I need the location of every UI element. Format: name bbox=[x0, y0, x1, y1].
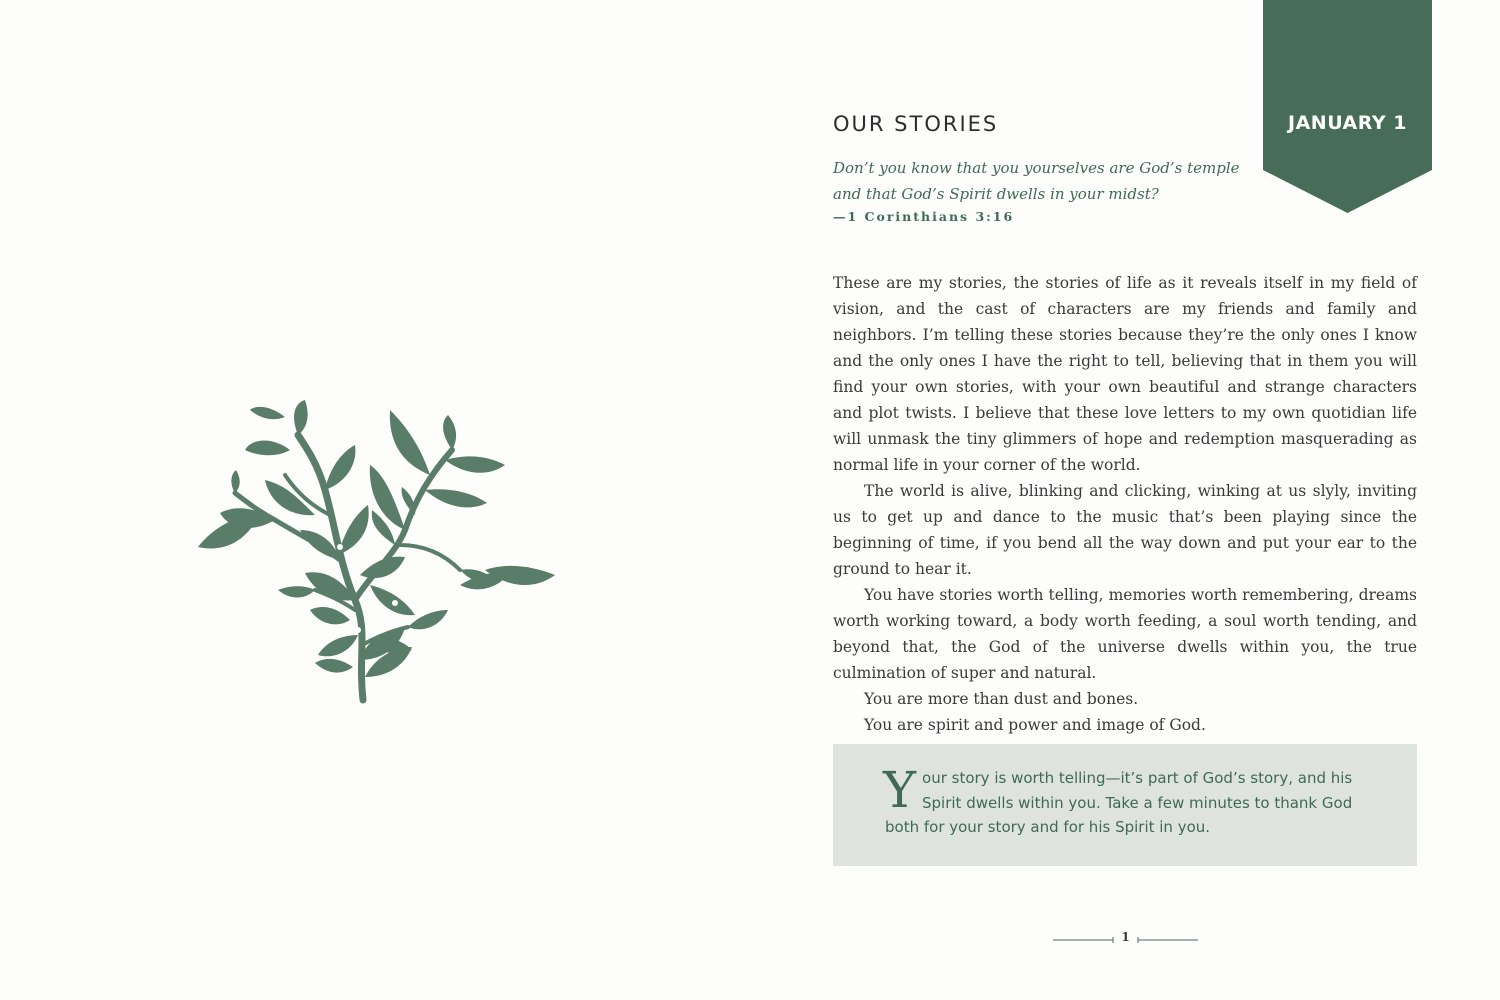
body-text bbox=[833, 270, 1417, 738]
date-label: JANUARY 1 bbox=[1288, 112, 1407, 134]
body-paragraph: These are my stories, the stories of life as it reveals itself in my field of vision, and the cast of characters are my friends and family and neighbors. I’m telling these stories because they’re the only ones I know and the only ones I have the right to tell, believing that in them you will find your own stories, with your own beautiful and strange characters and plot twists. I believe that these love letters to my own quotidian life will unmask the tiny glimmers of hope and redemption masquerading as normal life in your corner of the world. bbox=[833, 274, 1417, 474]
callout-body: our story is worth telling—it’s part of God’s story, and his Spirit dwells within you. Take a few minutes to thank God both for your story and for his Spirit in you. bbox=[885, 769, 1353, 836]
callout-text bbox=[883, 761, 1367, 840]
reflection-callout bbox=[833, 744, 1417, 866]
body-paragraph: You are spirit and power and image of God. bbox=[864, 716, 1206, 734]
page-title: OUR STORIES bbox=[833, 112, 999, 136]
body-paragraph: The world is alive, blinking and clicking, winking at us slyly, inviting us to get up and dance to the music that’s been playing since the beginning of time, if you bend all the way down and put your ear to the ground to hear it. bbox=[833, 482, 1417, 578]
scripture-verse bbox=[833, 155, 1253, 224]
leafy-sprig-illustration bbox=[190, 395, 570, 715]
bookmark-ribbon bbox=[1263, 0, 1432, 213]
body-paragraph: You are more than dust and bones. bbox=[864, 690, 1139, 708]
drop-cap: Y bbox=[883, 761, 917, 819]
verse-line: Don’t you know that you yourselves are God’s temple bbox=[833, 159, 1240, 177]
body-paragraph: You have stories worth telling, memories worth remembering, dreams worth working toward, a body worth feeding, a soul worth tending, and beyond that, the God of the universe dwells within you, the true culmination of super and natural. bbox=[833, 586, 1417, 682]
verse-line: and that God’s Spirit dwells in your midst? bbox=[833, 185, 1159, 203]
page-number: 1 bbox=[1121, 930, 1130, 944]
verse-reference: —1 Corinthians 3:16 bbox=[833, 209, 1015, 224]
